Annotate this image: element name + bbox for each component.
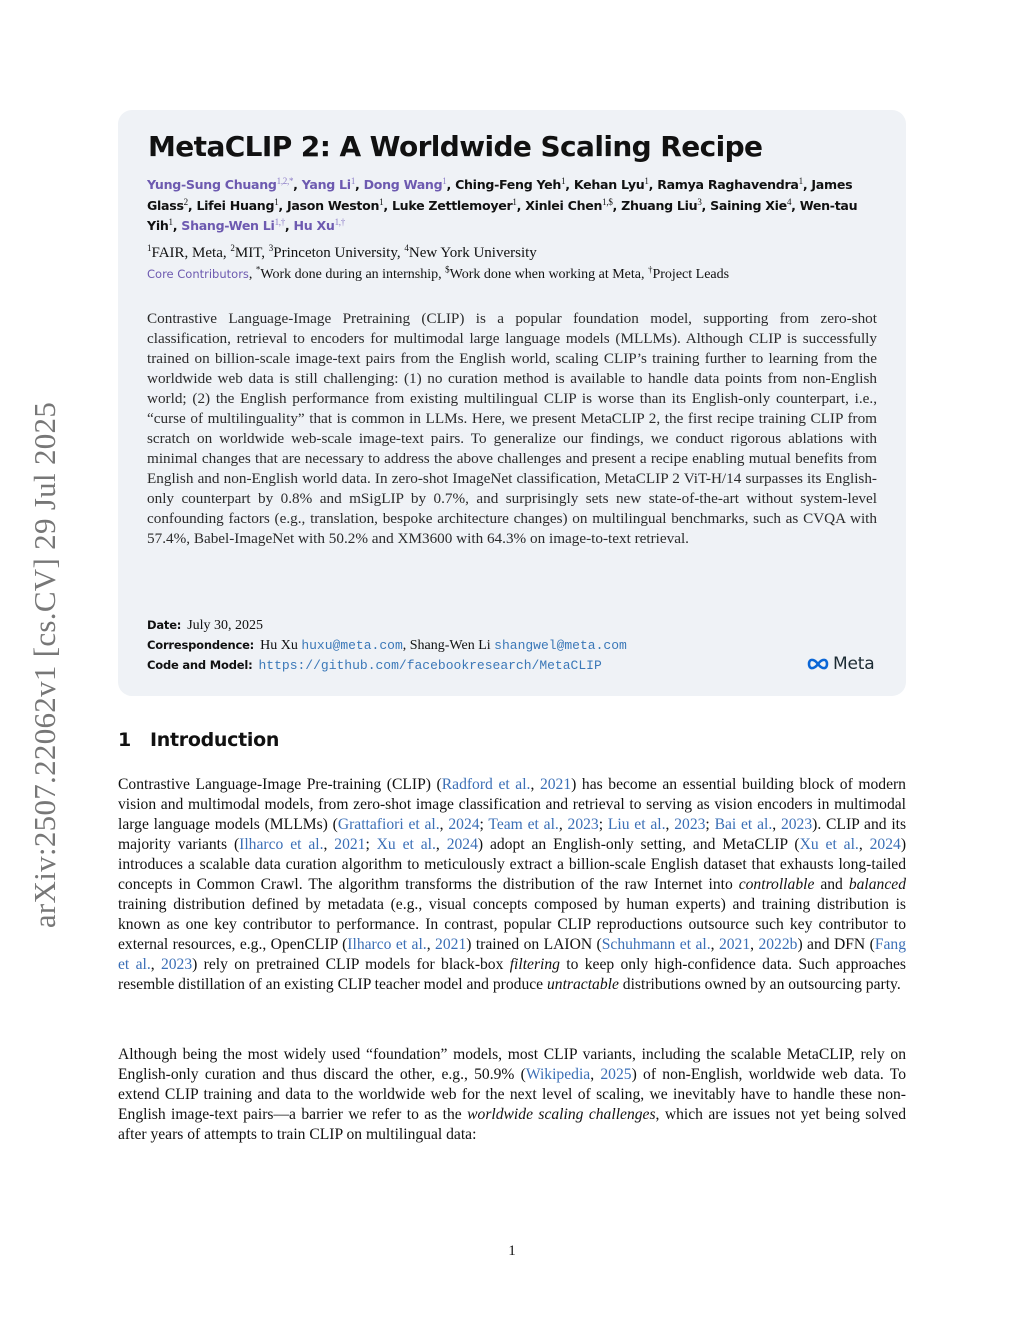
page-number: 1: [508, 1243, 516, 1259]
arxiv-identifier: arXiv:2507.22062v1 [cs.CV] 29 Jul 2025: [27, 401, 62, 929]
affiliation: $^1$FAIR, Meta: [147, 243, 223, 261]
citation-link[interactable]: 2024: [446, 836, 478, 853]
author-notes: Core Contributors, *Work done during an internship, $Work done when working at Meta, †Project Leads: [147, 264, 730, 282]
paper-metadata: [147, 615, 887, 675]
author-name: Ching-Feng Yeh$^1$: [455, 175, 566, 192]
emphasis: filtering: [509, 956, 560, 973]
arxiv-sidebar: [25, 375, 65, 955]
dollar-mark: $: [445, 264, 450, 275]
email-link[interactable]: huxu@meta.com: [301, 638, 403, 653]
author-name: Dong Wang$^1$: [363, 175, 447, 192]
citation-link[interactable]: Radford et al.: [441, 776, 531, 793]
correspondence-line: Correspondence: Hu Xu huxu@meta.com, Shang-Wen Li shangwel@meta.com: [147, 638, 627, 653]
intro-paragraph-1: Contrastive Language-Image Pre-training (CLIP) (Radford et al., 2021) has become an essential building block of modern vision and multimodal models, from zero-shot image classification and retrieval to serving as vision encoders in multimodal large language models (MLLMs) (Grattafiori et al., 2024; Team et al., 2023; Liu et al., 2023; Bai et al., 2023). CLIP and its majority variants (Ilharco et al., 2021; Xu et al., 2024) adopt an English-only setting, and MetaCLIP (Xu et al., 2024) introduces a scalable data curation algorithm to meticulously extract a billion-scale English dataset that exhausts long-tailed concepts in Common Crawl. The algorithm transforms the distribution of the raw Internet into controllable and balanced training distribution defined by metadata (e.g., visual concepts composed by human experts) and training distribution is known as one key contributor to performance. In contrast, popular CLIP reproductions outsource such key contributor to external resources, e.g., OpenCLIP (Ilharco et al., 2021) trained on LAION (Schuhmann et al., 2021, 2022b) and DFN (Fang et al., 2023) rely on pretrained CLIP models for black-box filtering to keep only high-confidence data. Such approaches resemble distillation of an existing CLIP teacher model and produce untractable distributions owned by an outsourcing party.: [118, 776, 907, 993]
citation-link[interactable]: Ilharco et al.: [239, 836, 324, 853]
citation-link[interactable]: 2021: [435, 936, 467, 953]
author-name: Saining Xie$^4$: [710, 196, 792, 213]
author-name: Kehan Lyu$^1$: [573, 175, 649, 192]
citation-link[interactable]: 2024: [869, 836, 901, 853]
citation-link[interactable]: Grattafiori et al.: [337, 816, 440, 833]
meta-infinity-icon: [806, 657, 830, 671]
citation-link[interactable]: Schuhmann et al.: [601, 936, 711, 953]
citation-link[interactable]: Xu et al.: [376, 836, 436, 853]
section-title: Introduction: [150, 729, 280, 751]
meta-wordmark: Meta: [833, 654, 875, 674]
citation-link[interactable]: 2025: [600, 1066, 632, 1083]
author-name: Zhuang Liu$^3$: [621, 196, 702, 213]
citation-link[interactable]: 2023: [567, 816, 599, 833]
emphasis: balanced: [848, 876, 906, 893]
citation-link[interactable]: 2021: [718, 936, 751, 953]
author-name: Xinlei Chen$^{1,\$}$: [525, 196, 613, 213]
correspondent-name: Hu Xu: [260, 638, 298, 653]
citation-link[interactable]: 2024: [448, 816, 480, 833]
internship-note: Work done during an internship: [260, 267, 439, 282]
author-name: Wen-tau Yih$^1$: [147, 197, 858, 233]
author-name: Shang-Wen $Li^{1,\dagger}$: [181, 216, 285, 233]
affiliations: $^1$FAIR, Meta, $^2$MIT, $^3$Princeton University, $^4$New York University: [147, 243, 537, 261]
citation-link[interactable]: 2023: [160, 956, 193, 973]
affiliation: $^2$MIT: [230, 243, 262, 261]
citation-link[interactable]: 2023: [780, 816, 813, 833]
affiliation: $^3$Princeton University: [268, 243, 397, 261]
citation-link[interactable]: Ilharco et al.: [347, 936, 427, 953]
citation-link[interactable]: Team et al.: [488, 816, 559, 833]
author-name: Luke Zettlemoyer$^1$: [391, 196, 517, 213]
meta-logo: [806, 654, 874, 674]
date-label: Date:: [147, 618, 182, 632]
code-line: [147, 655, 887, 675]
citation-link[interactable]: 2022b: [758, 936, 798, 953]
emphasis: untractable: [547, 976, 619, 993]
intro-paragraph-2: Although being the most widely used “foundation” models, most CLIP variants, including the scalable MetaCLIP, rely on English-only curation and thus discard the other, e.g., 50.9% (Wikipedia, 2025) of non-English, worldwide web data. To extend CLIP training and data to the worldwide web for the next level of scaling, we inevitably have to handle these non-English image-text pairs—a barrier we refer to as the worldwide scaling challenges, which are issues not yet being solved after years of attempts to train CLIP on multilingual data:: [118, 1046, 907, 1143]
citation-link[interactable]: 2021: [539, 776, 572, 793]
section-number: 1: [118, 729, 131, 751]
citation-link[interactable]: Liu et al.: [607, 816, 666, 833]
star-mark: *: [255, 264, 261, 275]
author-name: Lifei Huang$^1$: [196, 196, 279, 213]
meta-work-note: Work done when working at Meta: [449, 267, 641, 282]
code-url-link[interactable]: https://github.com/facebookresearch/MetaCLIP: [258, 658, 602, 673]
author-name: Hu $Xu^{1,\dagger}$: [293, 216, 345, 233]
affiliation: $^4$New York University: [404, 243, 537, 261]
date-line: [147, 615, 887, 635]
abstract: Contrastive Language-Image Pretraining (CLIP) is a popular foundation model, supporting from zero-shot classification, retrieval to encoders for multimodal large language models (MLLMs). Although CLIP is successfully trained on billion-scale image-text pairs from the English world, scaling CLIP’s training further to learning from the worldwide web data is still challenging: (1) no curation method is available to handle data points from non-English world; (2) the English performance from existing multilingual CLIP is worse than its English-only counterpart, i.e., “curse of multilinguality” that is common in LLMs. Here, we present MetaCLIP 2, the first recipe training CLIP from scratch on worldwide web-scale image-text pairs. To generalize our findings, we conduct rigorous ablations with minimal changes that are necessary to address the above challenges and present a recipe enabling mutual benefits from English and non-English world data. In zero-shot ImageNet classification, MetaCLIP 2 ViT-H/14 surpasses its English-only counterpart by 0.8% and mSigLIP by 0.7%, and surprisingly sets new state-of-the-art without system-level confounding factors (e.g., translation, bespoke architecture changes) on multilingual benchmarks, such as CVQA with 57.4%, Babel-ImageNet with 50.2% and XM3600 with 64.3% on image-to-text retrieval.: [147, 310, 877, 547]
code-label: Code and Model:: [147, 658, 253, 672]
emphasis: controllable: [738, 876, 815, 893]
project-leads-note: Project Leads: [652, 267, 730, 282]
correspondent-name: Shang-Wen Li: [409, 638, 491, 653]
citation-link[interactable]: Fang et al.: [118, 936, 906, 973]
email-link[interactable]: shangwel@meta.com: [494, 638, 627, 653]
core-contributors-note: Core Contributors: [147, 267, 249, 281]
correspondence-label: Correspondence:: [147, 638, 255, 652]
citation-link[interactable]: Bai et al.: [714, 816, 773, 833]
dagger-mark: †: [647, 264, 653, 275]
citation-link[interactable]: 2021: [334, 836, 366, 853]
citation-link[interactable]: Xu et al.: [799, 836, 859, 853]
author-name: Ramya Raghavendra$^1$: [657, 175, 803, 192]
emphasis: worldwide scaling challenges: [467, 1106, 656, 1123]
author-name: Yung-Sung Chuang$^{1,2,*}$: [147, 175, 294, 192]
date-value: July 30, 2025: [187, 618, 264, 633]
paper-title: MetaCLIP 2: A Worldwide Scaling Recipe: [148, 130, 763, 163]
citation-link[interactable]: Wikipedia: [525, 1066, 591, 1083]
section-heading: [118, 729, 279, 751]
citation-link[interactable]: 2023: [674, 816, 706, 833]
author-name: Jason Weston$^1$: [286, 196, 384, 213]
author-list: Yung-Sung Chuang$^{1,2,*}$, Yang Li$^1$, Dong Wang$^1$, Ching-Feng Yeh$^1$, Kehan Lyu$^1$, Ramya Raghavendra$^1$, James Glass$^2$, Lifei Huang$^1$, Jason Weston$^1$, Luke Zettlemoyer$^1$, Xinlei Chen$^{1,\$}$, Zhuang Liu$^3$, Saining Xie$^4$, Wen-tau Yih$^1$, Shang-Wen $Li^{1,\dagger}$, Hu $Xu^{1,\dagger}$: [147, 175, 858, 233]
author-name: Yang Li$^1$: [301, 175, 356, 192]
author-name: James Glass$^2$: [147, 177, 853, 213]
